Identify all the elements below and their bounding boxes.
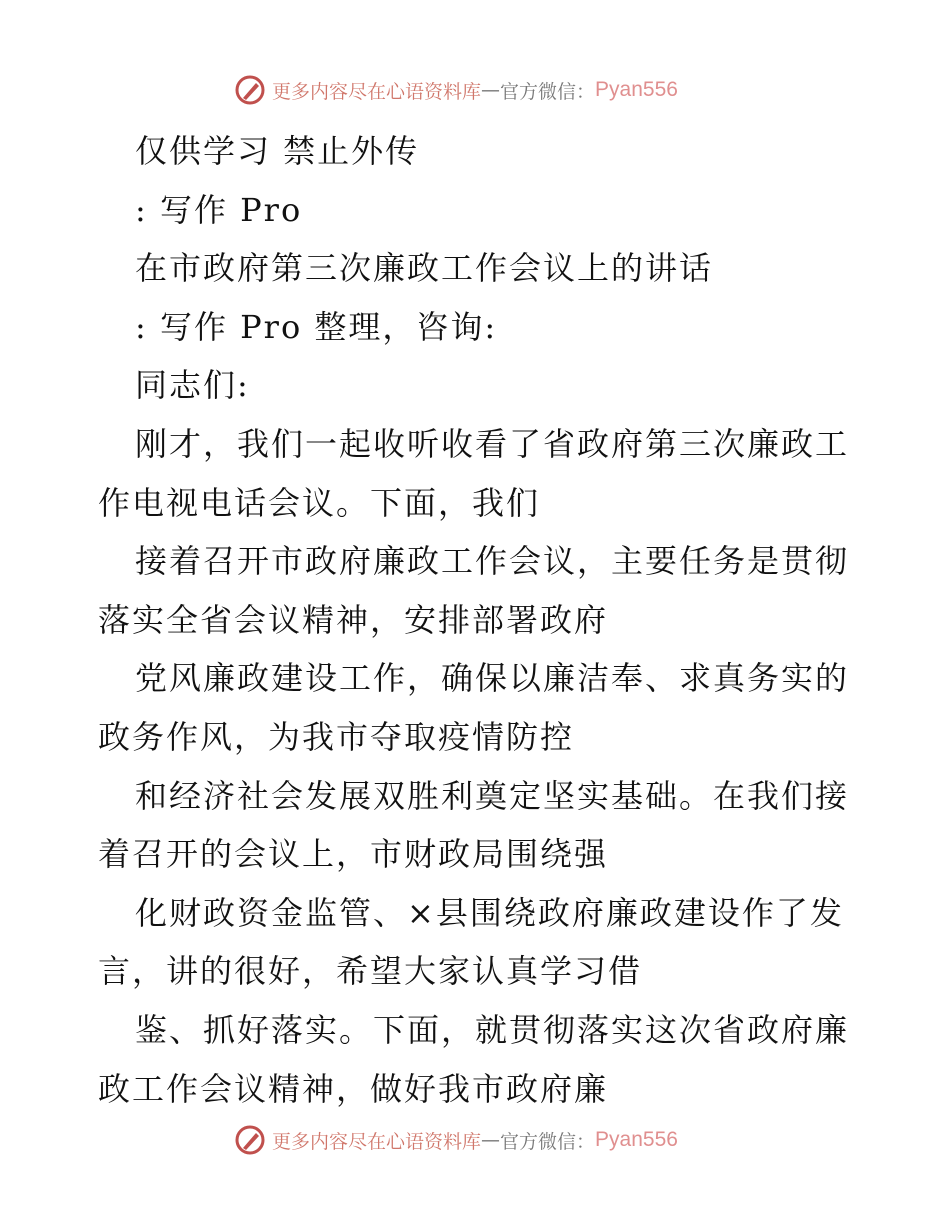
text-line: 着召开的会议上，市财政局围绕强 bbox=[98, 835, 609, 874]
watermark-dash: — bbox=[481, 79, 501, 101]
text-line: 政务作风，为我市夺取疫情防控 bbox=[98, 717, 575, 756]
watermark-wechat-label: 官方微信： bbox=[500, 1130, 596, 1153]
watermark-wechat-id: Pyan556 bbox=[595, 78, 678, 101]
text-line: 在市政府第三次廉政工作会议上的讲话 bbox=[135, 249, 714, 288]
text-line: 化财政资金监管、×县围绕政府廉政建设作了发 bbox=[135, 893, 844, 932]
watermark-header bbox=[234, 72, 678, 108]
text-line: : 写作 Pro bbox=[135, 190, 303, 229]
pen-logo-icon bbox=[234, 1124, 266, 1156]
watermark-footer bbox=[234, 1122, 678, 1158]
text-line: 作电视电话会议。下面，我们 bbox=[98, 483, 541, 522]
text-line: 仅供学习 禁止外传 bbox=[135, 132, 420, 170]
watermark-wechat-label: 官方微信： bbox=[500, 80, 596, 103]
watermark-text: 更多内容尽在心语资料库 bbox=[272, 80, 482, 103]
text-line: : 写作 Pro 整理，咨询: bbox=[135, 307, 498, 346]
text-line: 刚才，我们一起收听收看了省政府第三次廉政工 bbox=[135, 424, 850, 463]
text-line: 党风廉政建设工作，确保以廉洁奉、求真务实的 bbox=[135, 659, 850, 698]
text-line: 落实全省会议精神，安排部署政府 bbox=[98, 600, 609, 639]
watermark-wechat-id: Pyan556 bbox=[595, 1128, 678, 1151]
text-line: 言，讲的很好，希望大家认真学习借 bbox=[98, 952, 643, 991]
text-line: 和经济社会发展双胜利奠定坚实基础。在我们接 bbox=[135, 776, 850, 815]
document-body bbox=[98, 122, 858, 1118]
text-line: 接着召开市政府廉政工作会议，主要任务是贯彻 bbox=[135, 542, 850, 581]
watermark-text: 更多内容尽在心语资料库 bbox=[272, 1130, 482, 1153]
text-line: 鉴、抓好落实。下面，就贯彻落实这次省政府廉 bbox=[135, 1010, 850, 1049]
text-line: 同志们: bbox=[135, 366, 250, 405]
text-line: 政工作会议精神，做好我市政府廉 bbox=[98, 1069, 609, 1108]
pen-logo-icon bbox=[234, 74, 266, 106]
watermark-dash: — bbox=[481, 1129, 501, 1151]
